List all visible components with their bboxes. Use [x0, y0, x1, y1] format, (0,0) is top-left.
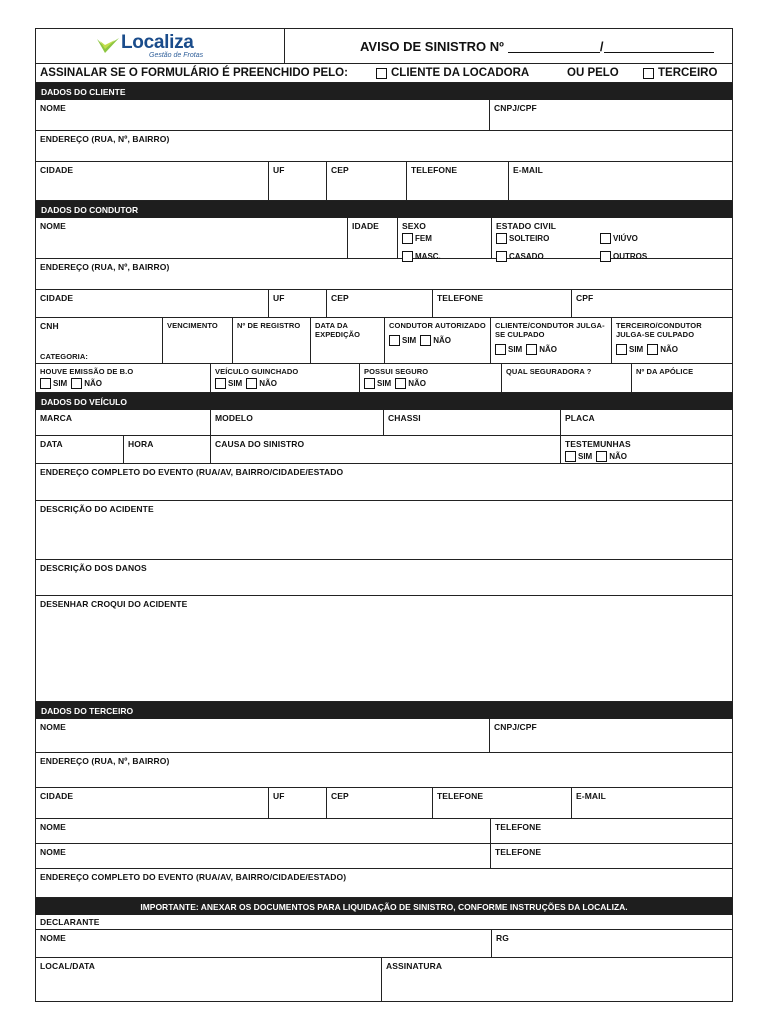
bo-sim-label: SIM [53, 379, 68, 388]
cnh-label: CNH [40, 321, 59, 331]
condutor-endereco-label: ENDEREÇO (RUA, Nº, BAIRRO) [40, 262, 170, 272]
autorizado-nao-label: NÃO [433, 336, 452, 345]
condutor-row-2 [35, 259, 733, 290]
cliente-email-label: E-MAIL [513, 165, 543, 175]
casado-label: CASADO [509, 252, 544, 261]
condutor-registro-field[interactable] [232, 318, 310, 363]
condutor-estado-civil-cell [491, 218, 732, 261]
marca-label: MARCA [40, 413, 73, 423]
condutor-cpf-field[interactable] [571, 290, 732, 317]
registro-label: Nº DE REGISTRO [237, 321, 301, 330]
sexo-fem-label: FEM [415, 234, 432, 243]
condutor-row-1 [35, 218, 733, 259]
condutor-sexo-cell [397, 218, 491, 261]
bo-cell [36, 364, 210, 392]
hora-field[interactable] [123, 436, 210, 463]
terceiro-nome3-field[interactable] [36, 844, 490, 868]
terceiro-endereco-label: ENDEREÇO (RUA, Nº, BAIRRO) [40, 756, 170, 766]
cliente-row-1 [35, 100, 733, 131]
section-cliente: DADOS DO CLIENTE [35, 83, 733, 100]
veiculo-row-2 [35, 436, 733, 464]
condutor-cnh-field[interactable] [36, 318, 162, 363]
title-cell [284, 29, 732, 63]
declarante-row [35, 915, 733, 930]
seguro-cell [359, 364, 501, 392]
hora-label: HORA [128, 439, 154, 449]
cliente-nome-label: NOME [40, 103, 66, 113]
veiculo-row-1 [35, 410, 733, 436]
cliente-telefone-label: TELEFONE [411, 165, 458, 175]
seguro-label: POSSUI SEGURO [364, 367, 429, 376]
chassi-label: CHASSI [388, 413, 421, 423]
assinatura-field[interactable] [381, 958, 732, 1001]
bo-nao-checkbox[interactable] [71, 378, 82, 389]
condutor-telefone-label: TELEFONE [437, 293, 484, 303]
guinchado-sim-checkbox[interactable] [215, 378, 226, 389]
cliente-row-2 [35, 131, 733, 162]
terceiro-label: TERCEIRO [658, 67, 718, 79]
declarante-nome-field[interactable] [36, 930, 491, 957]
cliente-email-field[interactable] [508, 162, 732, 200]
ou-pelo-label: OU PELO [567, 67, 619, 79]
cliente-row-3 [35, 162, 733, 201]
terceiro-cnpj-label: CNPJ/CPF [494, 722, 537, 732]
terceiro-nome3-label: NOME [40, 847, 66, 857]
seguro-sim-label: SIM [377, 379, 392, 388]
bo-sim-checkbox[interactable] [40, 378, 51, 389]
condutor-data-exp-field[interactable] [310, 318, 384, 363]
croqui-label: DESENHAR CROQUI DO ACIDENTE [40, 599, 188, 609]
terceiro-email-label: E-MAIL [576, 791, 606, 801]
testemunhas-nao-label: NÃO [609, 452, 628, 461]
terceiro-telefone3-field[interactable] [490, 844, 732, 868]
terceiro-telefone-label: TELEFONE [437, 791, 484, 801]
terceiro-cidade-label: CIDADE [40, 791, 74, 801]
declarante-nome-label: NOME [40, 933, 66, 943]
cliente-cnpj-label: CNPJ/CPF [494, 103, 537, 113]
autorizado-sim-checkbox[interactable] [389, 335, 400, 346]
descricao-danos-label: DESCRIÇÃO DOS DANOS [40, 563, 147, 573]
brand-subtitle: Gestão de Frotas [149, 51, 204, 59]
apolice-label: Nº DA APÓLICE [636, 367, 694, 376]
descricao-danos-field[interactable] [36, 560, 732, 595]
autorizado-sim-label: SIM [402, 336, 417, 345]
terceiro-cnpj-field[interactable] [489, 719, 732, 752]
veiculo-row-4 [35, 501, 733, 560]
cliente-culpado-sim-label: SIM [508, 345, 523, 354]
terceiro-row-3 [35, 788, 733, 819]
estado-civil-label: ESTADO CIVIL [496, 221, 557, 231]
condutor-row-3 [35, 290, 733, 318]
vencimento-label: VENCIMENTO [167, 321, 218, 330]
endereco-evento-field[interactable] [36, 464, 732, 500]
logo-cell [36, 29, 284, 63]
testemunhas-cell [560, 436, 732, 463]
seguradora-label: QUAL SEGURADORA ? [506, 367, 592, 376]
declarante-rg-label: RG [496, 933, 509, 943]
cliente-endereco-label: ENDEREÇO (RUA, Nº, BAIRRO) [40, 134, 170, 144]
condutor-idade-field[interactable] [347, 218, 397, 258]
condutor-cpf-label: CPF [576, 293, 594, 303]
seguro-nao-checkbox[interactable] [395, 378, 406, 389]
local-data-field[interactable] [36, 958, 381, 1001]
croqui-field[interactable] [36, 596, 732, 701]
cliente-nome-field[interactable] [36, 100, 489, 130]
condutor-uf-field[interactable] [268, 290, 326, 317]
terceiro-culpado-nao-checkbox[interactable] [647, 344, 658, 355]
terceiro-endereco-evento-label: ENDEREÇO COMPLETO DO EVENTO (RUA/AV, BAIRRO/CIDADE/ESTADO) [40, 872, 347, 882]
condutor-cep-field[interactable] [326, 290, 432, 317]
solteiro-label: SOLTEIRO [509, 234, 550, 243]
cliente-checkbox[interactable] [376, 68, 387, 79]
terceiro-cep-field[interactable] [326, 788, 432, 818]
cliente-culpado-nao-label: NÃO [539, 345, 558, 354]
cliente-cidade-label: CIDADE [40, 165, 74, 175]
autorizado-nao-checkbox[interactable] [420, 335, 431, 346]
guinchado-cell [210, 364, 359, 392]
viuvo-label: VIÚVO [613, 234, 638, 243]
cliente-cep-field[interactable] [326, 162, 406, 200]
veiculo-row-6 [35, 596, 733, 702]
terceiro-uf-field[interactable] [268, 788, 326, 818]
terceiro-culpado-sim-checkbox[interactable] [616, 344, 627, 355]
terceiro-culpado-cell [611, 318, 732, 363]
brand-name: Localiza [121, 31, 194, 53]
apolice-field[interactable] [631, 364, 732, 392]
terceiro-row-5 [35, 844, 733, 869]
terceiro-telefone3-label: TELEFONE [495, 847, 542, 857]
seguro-sim-checkbox[interactable] [364, 378, 375, 389]
sexo-masc-label: MASC. [415, 252, 441, 261]
terceiro-culpado-label: TERCEIRO/CONDUTOR JULGA-SE CULPADO [616, 321, 702, 339]
guinchado-sim-label: SIM [228, 379, 243, 388]
data-label: DATA [40, 439, 63, 449]
viuvo-checkbox[interactable] [600, 233, 611, 244]
terceiro-row-6 [35, 869, 733, 898]
endereco-evento-label: ENDEREÇO COMPLETO DO EVENTO (RUA/AV, BAIRRO/CIDADE/ESTADO [40, 467, 344, 477]
placa-field[interactable] [560, 410, 732, 435]
cliente-culpado-sim-checkbox[interactable] [495, 344, 506, 355]
section-veiculo: DADOS DO VEÍCULO [35, 393, 733, 410]
terceiro-nome2-field[interactable] [36, 819, 490, 843]
cliente-label: CLIENTE DA LOCADORA [391, 67, 530, 79]
section-terceiro: DADOS DO TERCEIRO [35, 702, 733, 719]
condutor-uf-label: UF [273, 293, 285, 303]
bo-label: HOUVE EMISSÃO DE B.O [40, 367, 134, 376]
condutor-telefone-field[interactable] [432, 290, 571, 317]
condutor-endereco-field[interactable] [36, 259, 732, 289]
veiculo-row-3 [35, 464, 733, 501]
condutor-vencimento-field[interactable] [162, 318, 232, 363]
terceiro-culpado-sim-label: SIM [629, 345, 644, 354]
cliente-uf-field[interactable] [268, 162, 326, 200]
bo-nao-label: NÃO [84, 379, 103, 388]
causa-field[interactable] [210, 436, 560, 463]
modelo-label: MODELO [215, 413, 253, 423]
condutor-nome-field[interactable] [36, 218, 347, 258]
condutor-cidade-field[interactable] [36, 290, 268, 317]
seguro-nao-label: NÃO [408, 379, 427, 388]
veiculo-row-5 [35, 560, 733, 596]
importante-notice: IMPORTANTE: ANEXAR OS DOCUMENTOS PARA LIQUIDAÇÃO DE SINISTRO, CONFORME INSTRUÇÕES DA LOCALIZA. [35, 898, 733, 915]
modelo-field[interactable] [210, 410, 383, 435]
condutor-cep-label: CEP [331, 293, 349, 303]
cliente-culpado-nao-checkbox[interactable] [526, 344, 537, 355]
terceiro-cidade-field[interactable] [36, 788, 268, 818]
declarante-label: DECLARANTE [40, 917, 100, 927]
data-expedicao-label: DATA DA EXPEDIÇÃO [315, 321, 361, 339]
declarante-cell [36, 915, 732, 929]
terceiro-endereco-evento-field[interactable] [36, 869, 732, 897]
terceiro-uf-label: UF [273, 791, 285, 801]
terceiro-nome2-label: NOME [40, 822, 66, 832]
solteiro-checkbox[interactable] [496, 233, 507, 244]
cliente-cnpj-field[interactable] [489, 100, 732, 130]
terceiro-row-1 [35, 719, 733, 753]
terceiro-telefone-field[interactable] [432, 788, 571, 818]
cliente-culpado-label: CLIENTE/CONDUTOR JULGA-SE CULPADO [495, 321, 605, 339]
declarante-rg-field[interactable] [491, 930, 732, 957]
marca-field[interactable] [36, 410, 210, 435]
testemunhas-sim-checkbox[interactable] [565, 451, 576, 462]
claim-number-field[interactable] [508, 40, 600, 53]
cliente-culpado-cell [490, 318, 611, 363]
guinchado-nao-label: NÃO [259, 379, 278, 388]
terceiro-culpado-nao-label: NÃO [660, 345, 679, 354]
condutor-nome-label: NOME [40, 221, 66, 231]
testemunhas-label: TESTEMUNHAS [565, 439, 631, 449]
declarante-nome-row [35, 930, 733, 958]
cliente-uf-label: UF [273, 165, 285, 175]
terceiro-checkbox[interactable] [643, 68, 654, 79]
condutor-cidade-label: CIDADE [40, 293, 74, 303]
terceiro-email-field[interactable] [571, 788, 732, 818]
claim-year-field[interactable] [604, 40, 714, 53]
condutor-sexo-label: SEXO [402, 221, 427, 231]
local-data-label: LOCAL/DATA [40, 961, 95, 971]
condutor-row-4 [35, 318, 733, 364]
section-condutor: DADOS DO CONDUTOR [35, 201, 733, 218]
terceiro-row-4 [35, 819, 733, 844]
seguradora-field[interactable] [501, 364, 631, 392]
terceiro-nome-label: NOME [40, 722, 66, 732]
claim-form [35, 28, 733, 1002]
testemunhas-sim-label: SIM [578, 452, 593, 461]
condutor-idade-label: IDADE [352, 221, 379, 231]
chassi-field[interactable] [383, 410, 560, 435]
terceiro-row-2 [35, 753, 733, 788]
guinchado-label: VEÍCULO GUINCHADO [215, 367, 299, 376]
cliente-endereco-field[interactable] [36, 131, 732, 161]
assinatura-row [35, 958, 733, 1002]
descricao-acidente-field[interactable] [36, 501, 732, 559]
filled-by-prompt: ASSINALAR SE O FORMULÁRIO É PREENCHIDO PELO: [40, 67, 348, 79]
terceiro-telefone2-label: TELEFONE [495, 822, 542, 832]
causa-label: CAUSA DO SINISTRO [215, 439, 305, 449]
sexo-fem-checkbox[interactable] [402, 233, 413, 244]
assinatura-label: ASSINATURA [386, 961, 443, 971]
localiza-logo-icon [95, 35, 121, 57]
filled-by-row [35, 64, 733, 83]
condutor-row-5 [35, 364, 733, 393]
terceiro-cep-label: CEP [331, 791, 349, 801]
autorizado-label: CONDUTOR AUTORIZADO [389, 321, 486, 330]
header-row [35, 28, 733, 64]
data-field[interactable] [36, 436, 123, 463]
placa-label: PLACA [565, 413, 595, 423]
terceiro-nome-field[interactable] [36, 719, 489, 752]
terceiro-telefone2-field[interactable] [490, 819, 732, 843]
outros-label: OUTROS [613, 252, 648, 261]
cliente-cidade-field[interactable] [36, 162, 268, 200]
terceiro-endereco-field[interactable] [36, 753, 732, 787]
cliente-telefone-field[interactable] [406, 162, 508, 200]
form-title: AVISO DE SINISTRO Nº [360, 38, 504, 54]
cliente-cep-label: CEP [331, 165, 349, 175]
descricao-acidente-label: DESCRIÇÃO DO ACIDENTE [40, 504, 154, 514]
guinchado-nao-checkbox[interactable] [246, 378, 257, 389]
claim-number-slash: / [599, 38, 604, 54]
testemunhas-nao-checkbox[interactable] [596, 451, 607, 462]
condutor-autorizado-cell [384, 318, 490, 363]
categoria-label: CATEGORIA: [40, 352, 88, 361]
